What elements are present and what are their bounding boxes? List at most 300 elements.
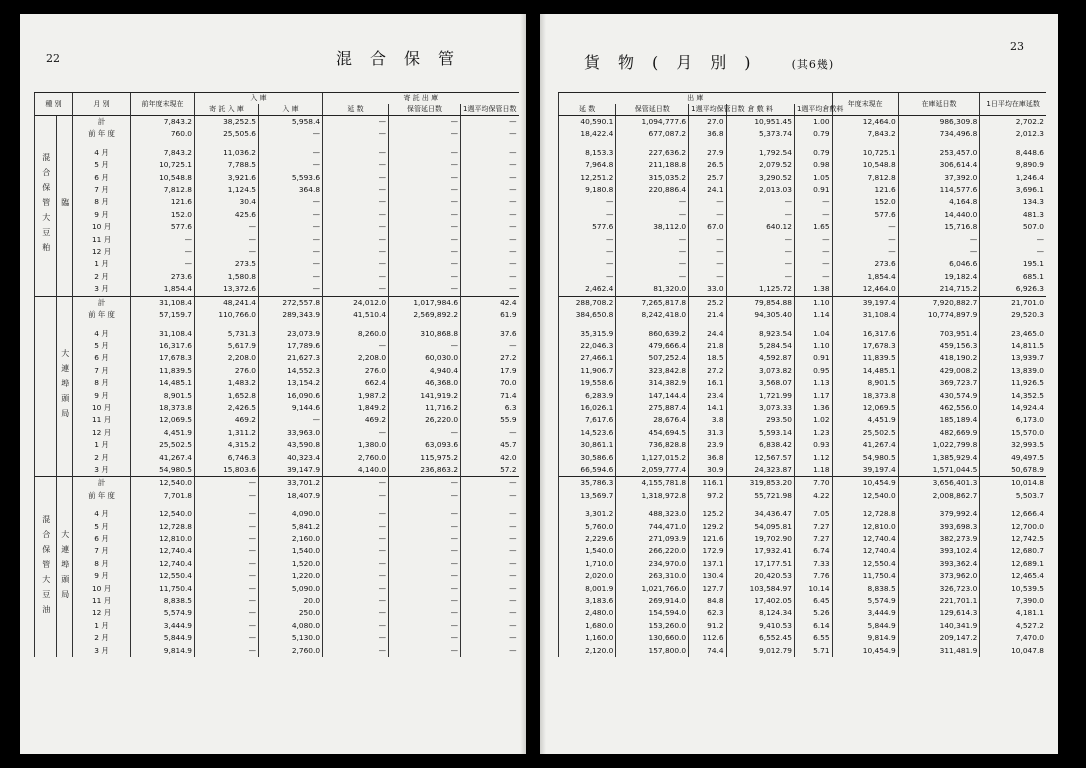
table-row <box>559 309 1047 321</box>
section-major-label: 混合保管大豆粕 <box>35 116 57 297</box>
table-row <box>559 377 1047 389</box>
month-cell: 4 月 <box>73 508 131 520</box>
month-cell: 8 月 <box>73 558 131 570</box>
value-cell: 1.17 <box>794 390 832 402</box>
value-cell: 91.2 <box>689 620 726 632</box>
value-cell: 7,788.5 <box>195 159 259 171</box>
value-cell: 2,059,777.4 <box>616 464 689 477</box>
right-page <box>540 14 1058 754</box>
value-cell: 5,574.9 <box>131 607 195 619</box>
value-cell: — <box>389 271 461 283</box>
header-out-days: 保管延日数 <box>389 104 461 116</box>
table-row <box>559 159 1047 171</box>
value-cell: 12,540.0 <box>131 508 195 520</box>
value-cell: 860,639.2 <box>616 328 689 340</box>
table-row <box>35 427 519 439</box>
value-cell: — <box>323 271 389 283</box>
value-cell: 25,502.5 <box>131 439 195 451</box>
value-cell: 48,241.4 <box>195 296 259 309</box>
value-cell: 3,568.07 <box>726 377 794 389</box>
value-cell: 6.74 <box>794 545 832 557</box>
value-cell: 5,844.9 <box>832 620 898 632</box>
value-cell: — <box>461 533 519 545</box>
month-cell: 11 月 <box>73 234 131 246</box>
table-row <box>559 439 1047 451</box>
table-row <box>35 464 519 477</box>
value-cell: 15,803.6 <box>195 464 259 477</box>
value-cell: 15,716.8 <box>898 221 980 233</box>
header-daily-avg: 1日平均在庫延数 <box>980 93 1046 116</box>
value-cell: — <box>323 209 389 221</box>
value-cell: — <box>559 258 616 270</box>
value-cell: — <box>323 128 389 140</box>
section-minor-label: 大連埠頭局 <box>57 477 73 657</box>
value-cell: — <box>323 172 389 184</box>
value-cell: — <box>832 246 898 258</box>
value-cell: — <box>259 414 323 426</box>
value-cell: 9,012.79 <box>726 645 794 657</box>
value-cell: 3,444.9 <box>131 620 195 632</box>
value-cell: 81,320.0 <box>616 283 689 296</box>
table-row <box>559 477 1047 490</box>
value-cell: — <box>323 545 389 557</box>
value-cell: 41,510.4 <box>323 309 389 321</box>
value-cell: 10,951.45 <box>726 116 794 129</box>
value-cell: 27.0 <box>689 116 726 129</box>
value-cell: — <box>195 221 259 233</box>
value-cell: 27.2 <box>689 365 726 377</box>
table-row <box>559 128 1047 140</box>
value-cell: 38,252.5 <box>195 116 259 129</box>
value-cell: — <box>195 246 259 258</box>
header-days: 保管延日数 <box>616 104 689 116</box>
value-cell: 23,465.0 <box>980 328 1046 340</box>
value-cell: — <box>259 196 323 208</box>
value-cell: 7.27 <box>794 521 832 533</box>
value-cell: 12,666.4 <box>980 508 1046 520</box>
value-cell: 31,108.4 <box>131 296 195 309</box>
value-cell: 129.2 <box>689 521 726 533</box>
value-cell: 5,284.54 <box>726 340 794 352</box>
value-cell: 5,090.0 <box>259 583 323 595</box>
value-cell: — <box>323 340 389 352</box>
value-cell: 4,592.87 <box>726 352 794 364</box>
value-cell: 49,497.5 <box>980 452 1046 464</box>
value-cell: 55,721.98 <box>726 490 794 502</box>
value-cell: — <box>461 184 519 196</box>
value-cell: 482,669.9 <box>898 427 980 439</box>
value-cell: 2,208.0 <box>195 352 259 364</box>
value-cell: 7.27 <box>794 533 832 545</box>
value-cell: 5,841.2 <box>259 521 323 533</box>
value-cell: 18.5 <box>689 352 726 364</box>
value-cell: 6.14 <box>794 620 832 632</box>
value-cell: 4,080.0 <box>259 620 323 632</box>
value-cell: 23,073.9 <box>259 328 323 340</box>
value-cell: — <box>689 209 726 221</box>
value-cell: — <box>389 545 461 557</box>
value-cell: 1,580.8 <box>195 271 259 283</box>
value-cell: 61.9 <box>461 309 519 321</box>
value-cell: 50,678.9 <box>980 464 1046 477</box>
value-cell: 10,454.9 <box>832 645 898 657</box>
value-cell: 4,315.2 <box>195 439 259 451</box>
table-row <box>35 365 519 377</box>
value-cell: 5,373.74 <box>726 128 794 140</box>
value-cell: 7.05 <box>794 508 832 520</box>
table-row <box>35 570 519 582</box>
value-cell: — <box>559 209 616 221</box>
value-cell: 418,190.2 <box>898 352 980 364</box>
value-cell: — <box>559 234 616 246</box>
month-cell: 2 月 <box>73 632 131 644</box>
value-cell: 12,700.0 <box>980 521 1046 533</box>
value-cell: 16.1 <box>689 377 726 389</box>
table-row <box>35 309 519 321</box>
value-cell: 250.0 <box>259 607 323 619</box>
value-cell: 273.5 <box>195 258 259 270</box>
value-cell: 62.3 <box>689 607 726 619</box>
value-cell: 39,197.4 <box>832 296 898 309</box>
value-cell: 40,590.1 <box>559 116 616 129</box>
value-cell: 36.8 <box>689 452 726 464</box>
table-row <box>559 147 1047 159</box>
value-cell: 31,108.4 <box>131 328 195 340</box>
value-cell: 25.2 <box>689 296 726 309</box>
value-cell: — <box>195 570 259 582</box>
header-outbound: 寄 託 出 庫 <box>323 93 519 105</box>
value-cell: 22,046.3 <box>559 340 616 352</box>
month-cell: 計 <box>73 296 131 309</box>
value-cell: — <box>195 490 259 502</box>
value-cell: — <box>898 246 980 258</box>
value-cell: 364.8 <box>259 184 323 196</box>
value-cell: 39,197.4 <box>832 464 898 477</box>
value-cell: 5,574.9 <box>832 595 898 607</box>
month-cell: 4 月 <box>73 147 131 159</box>
section-major-label: 混合保管大豆油 <box>35 477 57 657</box>
value-cell: 1,160.0 <box>559 632 616 644</box>
value-cell: 16,317.6 <box>832 328 898 340</box>
value-cell: 33,701.2 <box>259 477 323 490</box>
value-cell: — <box>259 159 323 171</box>
value-cell: 8,448.6 <box>980 147 1046 159</box>
value-cell: 276.0 <box>195 365 259 377</box>
value-cell: 97.2 <box>689 490 726 502</box>
value-cell: 9,410.53 <box>726 620 794 632</box>
value-cell: 373,962.0 <box>898 570 980 582</box>
table-row <box>35 234 519 246</box>
value-cell: 5,503.7 <box>980 490 1046 502</box>
month-cell: 11 月 <box>73 595 131 607</box>
value-cell: 1,380.0 <box>323 439 389 451</box>
value-cell: 319,853.20 <box>726 477 794 490</box>
value-cell: 10,539.5 <box>980 583 1046 595</box>
value-cell: — <box>195 545 259 557</box>
value-cell: 7,617.6 <box>559 414 616 426</box>
month-cell: 11 月 <box>73 414 131 426</box>
section-major-label <box>35 296 57 477</box>
value-cell: 3,073.33 <box>726 402 794 414</box>
value-cell: 185,189.4 <box>898 414 980 426</box>
value-cell: 12,740.4 <box>131 558 195 570</box>
value-cell: — <box>689 271 726 283</box>
value-cell: 253,457.0 <box>898 147 980 159</box>
value-cell: 479,666.4 <box>616 340 689 352</box>
value-cell: 13,839.0 <box>980 365 1046 377</box>
value-cell: — <box>389 477 461 490</box>
value-cell: — <box>389 620 461 632</box>
value-cell: — <box>461 607 519 619</box>
month-cell: 10 月 <box>73 402 131 414</box>
value-cell: — <box>726 196 794 208</box>
value-cell: — <box>323 583 389 595</box>
value-cell: 129,614.3 <box>898 607 980 619</box>
value-cell: 9,814.9 <box>832 632 898 644</box>
value-cell: 6.55 <box>794 632 832 644</box>
value-cell: 172.9 <box>689 545 726 557</box>
value-cell: — <box>980 246 1046 258</box>
value-cell: 152.0 <box>832 196 898 208</box>
month-cell: 1 月 <box>73 439 131 451</box>
value-cell: 1,710.0 <box>559 558 616 570</box>
value-cell: — <box>616 209 689 221</box>
table-row <box>559 246 1047 258</box>
value-cell: 7,470.0 <box>980 632 1046 644</box>
value-cell: 5.26 <box>794 607 832 619</box>
value-cell: 125.2 <box>689 508 726 520</box>
table-row <box>35 533 519 545</box>
value-cell: 8,923.54 <box>726 328 794 340</box>
value-cell: 134.3 <box>980 196 1046 208</box>
value-cell: 0.79 <box>794 128 832 140</box>
value-cell: — <box>389 508 461 520</box>
value-cell: 481.3 <box>980 209 1046 221</box>
value-cell: 24,323.87 <box>726 464 794 477</box>
value-cell: 57,159.7 <box>131 309 195 321</box>
value-cell: 141,919.2 <box>389 390 461 402</box>
value-cell: — <box>616 246 689 258</box>
value-cell: 12,740.4 <box>832 533 898 545</box>
value-cell: — <box>726 234 794 246</box>
value-cell: 127.7 <box>689 583 726 595</box>
header-stock-days: 在庫延日数 <box>898 93 980 116</box>
value-cell: 8,901.5 <box>832 377 898 389</box>
page-number: 22 <box>46 52 60 65</box>
table-row <box>35 159 519 171</box>
value-cell: — <box>794 246 832 258</box>
value-cell: 12,069.5 <box>131 414 195 426</box>
table-row <box>559 521 1047 533</box>
value-cell: 5,844.9 <box>131 632 195 644</box>
value-cell: 9,814.9 <box>131 645 195 657</box>
value-cell: 8,124.34 <box>726 607 794 619</box>
value-cell: 14,485.1 <box>832 365 898 377</box>
value-cell: — <box>195 583 259 595</box>
value-cell: 640.12 <box>726 221 794 233</box>
value-cell: 39,147.9 <box>259 464 323 477</box>
value-cell: 275,887.4 <box>616 402 689 414</box>
month-cell: 計 <box>73 477 131 490</box>
header-month: 月 別 <box>73 93 131 116</box>
value-cell: — <box>559 246 616 258</box>
value-cell: — <box>323 508 389 520</box>
value-cell: — <box>616 258 689 270</box>
value-cell: 84.8 <box>689 595 726 607</box>
value-cell: 6,746.3 <box>195 452 259 464</box>
value-cell: 2,760.0 <box>259 645 323 657</box>
value-cell: 734,496.8 <box>898 128 980 140</box>
value-cell: — <box>461 632 519 644</box>
value-cell: 41,267.4 <box>832 439 898 451</box>
value-cell: — <box>323 533 389 545</box>
value-cell: 18,422.4 <box>559 128 616 140</box>
value-cell: 2,480.0 <box>559 607 616 619</box>
value-cell: 1,571,044.5 <box>898 464 980 477</box>
value-cell: 24.1 <box>689 184 726 196</box>
value-cell: 220,886.4 <box>616 184 689 196</box>
header-kind: 種 別 <box>35 93 73 116</box>
table-row <box>35 477 519 490</box>
table-row <box>35 116 519 129</box>
value-cell: 152.0 <box>131 209 195 221</box>
value-cell: 12,689.1 <box>980 558 1046 570</box>
value-cell: 662.4 <box>323 377 389 389</box>
table-row <box>559 116 1047 129</box>
value-cell: 21.4 <box>689 309 726 321</box>
value-cell: 7.76 <box>794 570 832 582</box>
value-cell: 0.79 <box>794 147 832 159</box>
value-cell: 425.6 <box>195 209 259 221</box>
value-cell: — <box>195 607 259 619</box>
table-row <box>35 390 519 402</box>
value-cell: 326,723.0 <box>898 583 980 595</box>
value-cell: 3,921.6 <box>195 172 259 184</box>
value-cell: 12,464.0 <box>832 283 898 296</box>
value-cell: 1,385,929.4 <box>898 452 980 464</box>
month-cell: 5 月 <box>73 340 131 352</box>
value-cell: 36.8 <box>689 128 726 140</box>
value-cell: — <box>461 490 519 502</box>
value-cell: — <box>323 184 389 196</box>
value-cell: 12,742.5 <box>980 533 1046 545</box>
value-cell: 2,208.0 <box>323 352 389 364</box>
value-cell: 2,008,862.7 <box>898 490 980 502</box>
value-cell: 469.2 <box>323 414 389 426</box>
table-row <box>35 583 519 595</box>
value-cell: 293.50 <box>726 414 794 426</box>
value-cell: 507.0 <box>980 221 1046 233</box>
value-cell: 25,502.5 <box>832 427 898 439</box>
month-cell: 7 月 <box>73 184 131 196</box>
value-cell: 40,323.4 <box>259 452 323 464</box>
value-cell: 115,975.2 <box>389 452 461 464</box>
table-row <box>35 296 519 309</box>
month-cell: 5 月 <box>73 159 131 171</box>
table-row <box>35 490 519 502</box>
value-cell: — <box>323 490 389 502</box>
value-cell: 25,505.6 <box>195 128 259 140</box>
value-cell: — <box>559 271 616 283</box>
value-cell: 16,090.6 <box>259 390 323 402</box>
value-cell: 7,812.8 <box>131 184 195 196</box>
header-out-count: 延 数 <box>323 104 389 116</box>
value-cell: 19,558.6 <box>559 377 616 389</box>
value-cell: — <box>389 128 461 140</box>
value-cell: — <box>389 258 461 270</box>
value-cell: 8,153.3 <box>559 147 616 159</box>
value-cell: — <box>461 234 519 246</box>
value-cell: 430,574.9 <box>898 390 980 402</box>
value-cell: — <box>323 147 389 159</box>
value-cell: 8,838.5 <box>131 595 195 607</box>
value-cell: 1,094,777.6 <box>616 116 689 129</box>
value-cell: 462,556.0 <box>898 402 980 414</box>
table-row <box>559 271 1047 283</box>
table-row <box>35 595 519 607</box>
value-cell: — <box>323 620 389 632</box>
value-cell: — <box>461 221 519 233</box>
value-cell: — <box>559 196 616 208</box>
value-cell: 12,550.4 <box>131 570 195 582</box>
value-cell: 393,698.3 <box>898 521 980 533</box>
value-cell: — <box>832 221 898 233</box>
month-cell: 12 月 <box>73 427 131 439</box>
value-cell: — <box>794 209 832 221</box>
value-cell: 1,849.2 <box>323 402 389 414</box>
value-cell: — <box>259 209 323 221</box>
value-cell: — <box>323 558 389 570</box>
value-cell: 1.23 <box>794 427 832 439</box>
value-cell: 760.0 <box>131 128 195 140</box>
value-cell: 16,317.6 <box>131 340 195 352</box>
value-cell: 5,130.0 <box>259 632 323 644</box>
value-cell: — <box>461 477 519 490</box>
value-cell: 1.04 <box>794 328 832 340</box>
value-cell: 46,368.0 <box>389 377 461 389</box>
value-cell: — <box>461 427 519 439</box>
value-cell: 1,680.0 <box>559 620 616 632</box>
table-row <box>35 545 519 557</box>
value-cell: 454,694.5 <box>616 427 689 439</box>
table-row <box>35 283 519 296</box>
value-cell: — <box>389 427 461 439</box>
value-cell: — <box>389 196 461 208</box>
value-cell: 11,926.5 <box>980 377 1046 389</box>
table-row <box>559 328 1047 340</box>
value-cell: 12,728.8 <box>832 508 898 520</box>
value-cell: — <box>131 246 195 258</box>
table-row <box>559 533 1047 545</box>
month-cell: 6 月 <box>73 172 131 184</box>
value-cell: 24,012.0 <box>323 296 389 309</box>
table-row <box>559 209 1047 221</box>
value-cell: 577.6 <box>832 209 898 221</box>
value-cell: 31.3 <box>689 427 726 439</box>
value-cell: 0.93 <box>794 439 832 451</box>
value-cell: 5,731.3 <box>195 328 259 340</box>
value-cell: — <box>794 258 832 270</box>
value-cell: 110,766.0 <box>195 309 259 321</box>
month-cell: 12 月 <box>73 607 131 619</box>
value-cell: 12,680.7 <box>980 545 1046 557</box>
value-cell: 6,283.9 <box>559 390 616 402</box>
value-cell: 269,914.0 <box>616 595 689 607</box>
value-cell: 20.0 <box>259 595 323 607</box>
value-cell: — <box>259 246 323 258</box>
value-cell: — <box>195 521 259 533</box>
month-cell: 9 月 <box>73 209 131 221</box>
